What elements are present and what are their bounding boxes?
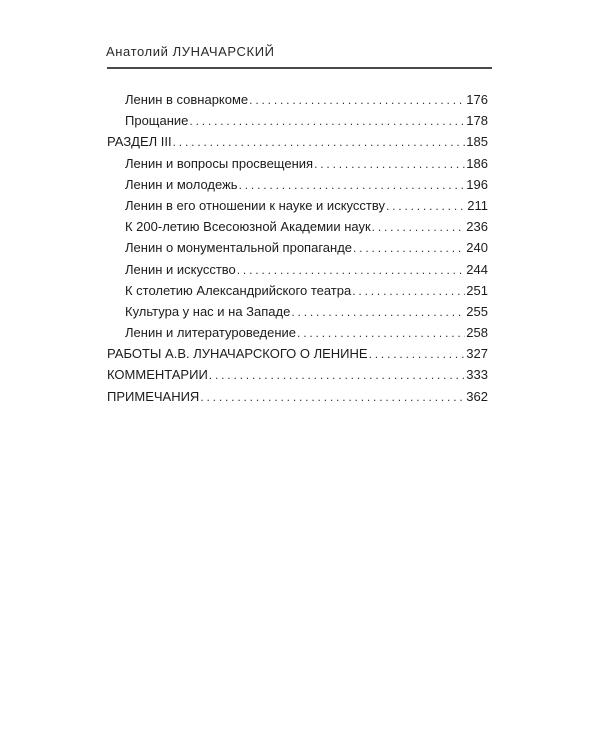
- toc-entry: [107, 89, 488, 110]
- toc-entry-title: Ленин и искусство: [125, 261, 236, 277]
- header-rule: [107, 67, 492, 69]
- toc-section-entry: [107, 343, 488, 364]
- toc-entry-page: 327: [466, 346, 488, 362]
- toc-entry-title: Прощание: [125, 113, 189, 129]
- toc-leader-dots: [249, 90, 465, 111]
- toc-entry: [107, 237, 488, 258]
- toc-entry-page: 178: [466, 113, 488, 129]
- toc-entry-page: 236: [466, 219, 488, 235]
- toc-entry-title: К столетию Александрийского театра: [125, 282, 352, 298]
- toc-leader-dots: [369, 344, 466, 365]
- toc-entry-page: 176: [466, 92, 488, 107]
- toc-entry-title: Ленин и литературоведение: [125, 325, 297, 341]
- toc-leader-dots: [173, 132, 466, 153]
- toc-entry-title: Ленин в совнаркоме: [125, 92, 249, 107]
- toc-entry-title: Ленин о монументальной пропаганде: [125, 240, 353, 256]
- toc-entry-title: Культура у нас и на Западе: [125, 303, 291, 319]
- toc-leader-dots: [314, 154, 465, 175]
- toc-entry-title: Ленин в его отношении к науке и искусству: [125, 197, 385, 213]
- toc-entry: [107, 195, 488, 216]
- toc-entry: [107, 153, 488, 174]
- toc-leader-dots: [291, 302, 465, 323]
- toc-entry-title: Ленин и молодежь: [125, 176, 238, 192]
- toc-leader-dots: [297, 323, 465, 344]
- toc-entry-page: 196: [466, 176, 488, 192]
- toc-leader-dots: [372, 217, 466, 238]
- running-head-author: Анатолий ЛУНАЧАРСКИЙ: [106, 44, 275, 59]
- toc-entry-page: 251: [466, 282, 488, 298]
- toc-entry-page: 255: [466, 303, 488, 319]
- toc-leader-dots: [352, 281, 465, 302]
- toc-leader-dots: [239, 175, 466, 196]
- toc-entry-title: Ленин и вопросы просвещения: [125, 155, 314, 171]
- toc-entry-page: 333: [466, 367, 488, 383]
- toc-leader-dots: [189, 111, 465, 132]
- toc-leader-dots: [386, 196, 466, 217]
- toc-entry: [107, 301, 488, 322]
- toc-entry-title: ПРИМЕЧАНИЯ: [107, 388, 200, 404]
- toc-entry: [107, 259, 488, 280]
- toc-leader-dots: [237, 260, 466, 281]
- toc-entry-page: 240: [466, 240, 488, 256]
- toc-entry: [107, 174, 488, 195]
- toc-leader-dots: [200, 387, 465, 408]
- toc-entry-page: 258: [466, 325, 488, 341]
- toc-entry-title: РАЗДЕЛ III: [107, 134, 172, 150]
- toc-entry-page: 211: [467, 197, 488, 213]
- toc-section-entry: [107, 386, 488, 407]
- toc-entry-title: РАБОТЫ А.В. ЛУНАЧАРСКОГО О ЛЕНИНЕ: [107, 346, 368, 362]
- toc-entry-page: 185: [466, 134, 488, 150]
- toc-section-entry: [107, 364, 488, 385]
- toc-entry: [107, 216, 488, 237]
- toc-section-entry: [107, 131, 488, 152]
- toc-entry-page: 186: [466, 155, 488, 171]
- toc-entry-title: К 200-летию Всесоюзной Академии наук: [125, 219, 371, 235]
- toc-entry: [107, 322, 488, 343]
- toc-entry: [107, 110, 488, 131]
- toc-leader-dots: [209, 365, 466, 386]
- table-of-contents: [107, 89, 488, 407]
- toc-leader-dots: [353, 238, 465, 259]
- toc-entry: [107, 280, 488, 301]
- toc-entry-title: КОММЕНТАРИИ: [107, 367, 208, 383]
- toc-entry-page: 362: [466, 388, 488, 404]
- toc-entry-page: 244: [466, 261, 488, 277]
